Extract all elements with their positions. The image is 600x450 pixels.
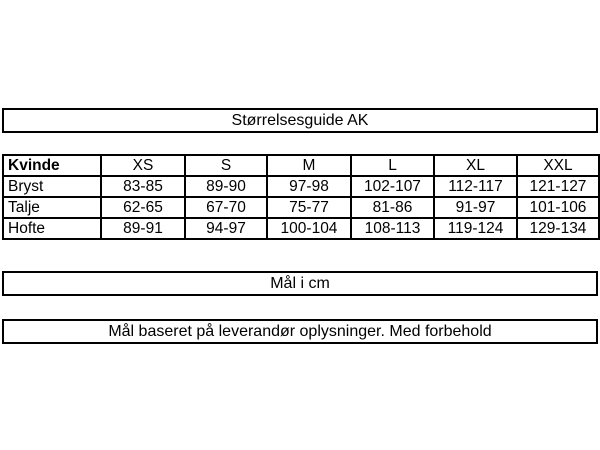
table-cell: 108-113 [351, 218, 434, 239]
table-cell: 67-70 [185, 197, 267, 218]
size-header-s: S [185, 155, 267, 176]
size-header-xs: XS [101, 155, 185, 176]
row-label-talje: Talje [3, 197, 101, 218]
table-cell: 89-90 [185, 176, 267, 197]
gender-header: Kvinde [3, 155, 101, 176]
table-cell: 121-127 [517, 176, 599, 197]
table-cell: 62-65 [101, 197, 185, 218]
table-row-bryst [3, 176, 599, 197]
unit-note-box [2, 271, 598, 296]
size-header-xl: XL [434, 155, 517, 176]
table-cell: 75-77 [267, 197, 351, 218]
table-cell: 81-86 [351, 197, 434, 218]
table-cell: 91-97 [434, 197, 517, 218]
table-cell: 100-104 [267, 218, 351, 239]
table-row-talje [3, 197, 599, 218]
table-row-hofte [3, 218, 599, 239]
disclaimer-box [2, 319, 598, 344]
table-header-row [3, 155, 599, 176]
table-cell: 89-91 [101, 218, 185, 239]
table-cell: 102-107 [351, 176, 434, 197]
table-cell: 83-85 [101, 176, 185, 197]
size-header-xxl: XXL [517, 155, 599, 176]
disclaimer-text: Mål baseret på leverandør oplysninger. Med forbehold [108, 322, 492, 340]
size-header-m: M [267, 155, 351, 176]
unit-note: Mål i cm [270, 274, 330, 292]
table-cell: 101-106 [517, 197, 599, 218]
table-cell: 129-134 [517, 218, 599, 239]
table-cell: 97-98 [267, 176, 351, 197]
size-header-l: L [351, 155, 434, 176]
table-cell: 119-124 [434, 218, 517, 239]
size-guide-title: Størrelsesguide AK [231, 111, 369, 129]
row-label-hofte: Hofte [3, 218, 101, 239]
row-label-bryst: Bryst [3, 176, 101, 197]
table-cell: 112-117 [434, 176, 517, 197]
table-cell: 94-97 [185, 218, 267, 239]
size-table [2, 154, 600, 240]
size-guide-title-box [2, 108, 598, 133]
